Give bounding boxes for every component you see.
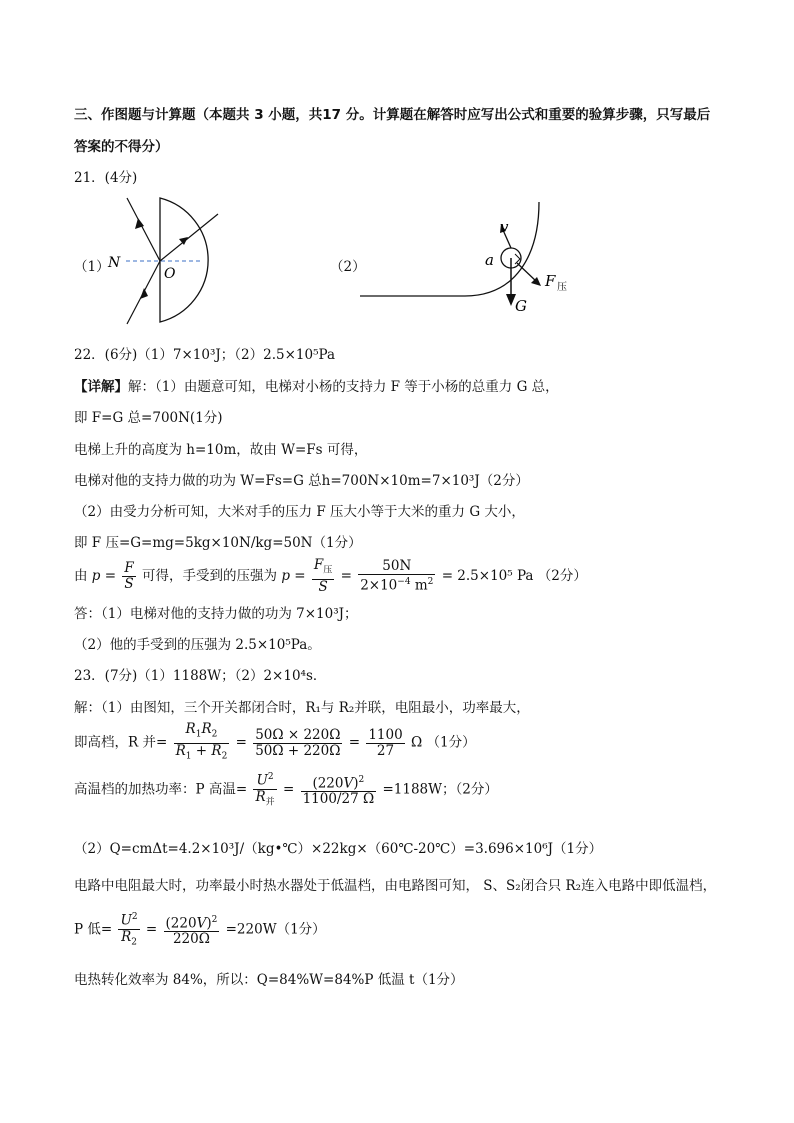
label-N: N (108, 255, 121, 271)
frac-50N: $\frac{50N}{2\times 10^{-4} m^2}$ (360, 558, 434, 594)
q22-line7-a: 由 (74, 567, 88, 584)
figure-track (355, 196, 595, 326)
q22-line1-text: 解：（1）由题意可知，电梯对小杨的支持力 F 等于小杨的总重力 G 总， (128, 379, 559, 395)
q23-line4: （2）Q=cmΔt=4.2×10³J/（kg•℃）×22kg×（60℃-20℃）=3.696×10⁶J（1分） (74, 841, 603, 857)
q22-heading: 22．(6分)（1）7×10³J；（2）2.5×10⁵Pa (74, 347, 336, 363)
q23-line2-tail: Ω （1分） (411, 734, 476, 751)
fig2-label: （2） (330, 259, 366, 275)
frac-220V-220: $\frac{(220V)^2}{220\Omega}$ (165, 914, 218, 948)
label-O: O (164, 266, 176, 282)
label-v: v (500, 218, 509, 236)
q23-line2: 即高档，R 并= $\frac{R_1R_2}{R_1 + R_2}$ = $\frac{50\Omega \times 220\Omega}{50\Omega + 220\Omega}$ = $\frac{1100}{27}$ Ω （1分） (74, 722, 476, 764)
refracted-ray (160, 214, 218, 261)
q23-line6: P 低= $\frac{U^2}{R_2}$ = $\frac{(220V)^2}{220\Omega}$ =220W（1分） (74, 910, 326, 950)
q21-heading: 21．(4分) (74, 170, 138, 186)
frac-1100-27: $\frac{1100}{27}$ (368, 726, 403, 759)
q22-line8: 答：（1）电梯对他的支持力做的功为 7×10³J； (74, 606, 358, 622)
label-G: G (515, 297, 527, 315)
pressure-arrow (517, 263, 537, 282)
figure-refraction (100, 192, 230, 330)
q22-line5: （2）由受力分析可知，大米对手的压力 F 压大小等于大米的重力 G 大小， (74, 504, 525, 520)
frac-F-over-S: $\frac{F}{S}$ (124, 559, 134, 592)
fig1-label: （1） (74, 259, 110, 275)
label-F: F (545, 272, 556, 290)
q22-line3: 电梯上升的高度为 h=10m，故由 W=Fs 可得， (74, 442, 368, 458)
detail-tag: 【详解】 (74, 379, 128, 395)
q22-line6: 即 F 压=G=mg=5kg×10N/kg=50N（1分） (74, 535, 362, 551)
q22-line4: 电梯对他的支持力做的功为 W=Fs=G 总h=700N×10m=7×10³J（2分） (74, 473, 529, 489)
frac-U2-R2: $\frac{U^2}{R_2}$ (120, 912, 138, 948)
frac-R1R2: $\frac{R_1R_2}{R_1 + R_2}$ (175, 721, 228, 762)
frac-50-220: $\frac{50\Omega \times 220\Omega}{50\Omega + 220\Omega}$ (255, 726, 341, 759)
q23-line3: 高温档的加热功率：P 高温= $\frac{U^2}{R_并}$ = $\frac{(220V)^2}{1100/27 \Omega}$ =1188W；（2分） (74, 770, 498, 810)
frac-Fp-over-S: $\frac{F_压}{S}$ (313, 557, 333, 595)
frac-220V-1100: $\frac{(220V)^2}{1100/27 \Omega}$ (302, 774, 375, 808)
section-title: 三、作图题与计算题（本题共 3 小题，共17 分。计算题在解答时应写出公式和重要的验算步骤，只写最后 (74, 107, 711, 123)
q22-line7-val: = 2.5×10⁵ Pa （2分） (441, 567, 587, 584)
q23-heading: 23．(7分)（1）1188W；（2）2×10⁴s． (74, 668, 327, 684)
q22-line7-b: 可得，手受到的压强为 (142, 567, 278, 584)
q23-line3-tail: =1188W；（2分） (382, 781, 498, 798)
section-title-cont: 答案的不得分） (74, 139, 169, 155)
label-F-sub: 压 (557, 282, 567, 293)
half-disc-shape (160, 198, 208, 322)
q23-line1: 解：（1）由图知，三个开关都闭合时，R₁与 R₂并联，电阻最小，功率最大， (74, 700, 530, 716)
q22-line1 (74, 375, 559, 395)
q23-line5: 电路中电阻最大时，功率最小时热水器处于低温档，由电路图可知， S、S₂闭合只 R₂连入电路中即低温档， (74, 878, 717, 894)
q22-line9: （2）他的手受到的压强为 2.5×10⁵Pa。 (74, 637, 321, 653)
track-path (360, 202, 539, 296)
q22-line7: 由 p = $\frac{F}{S}$ 可得，手受到的压强为 p = $\frac{F_压}{S}$ = $\frac{50N}{2\times 10^{-4} m^2}$ = 2.5×10⁵ Pa （2分） (74, 557, 587, 595)
q22-line2: 即 F=G 总=700N(1分) (74, 410, 223, 426)
frac-U2-R: $\frac{U^2}{R_并}$ (255, 772, 275, 808)
q23-line2-a: 即高档，R 并= (74, 734, 168, 751)
reflected-ray (127, 198, 160, 261)
incident-arrow-icon (140, 288, 148, 299)
q23-line3-a: 高温档的加热功率：P 高温= (74, 781, 248, 798)
label-a: a (485, 251, 494, 269)
q23-line7: 电热转化效率为 84%，所以：Q=84%W=84%P 低温 t（1分） (74, 972, 464, 988)
q23-line6-tail: =220W（1分） (225, 921, 326, 938)
q23-line6-a: P 低= (74, 921, 113, 938)
